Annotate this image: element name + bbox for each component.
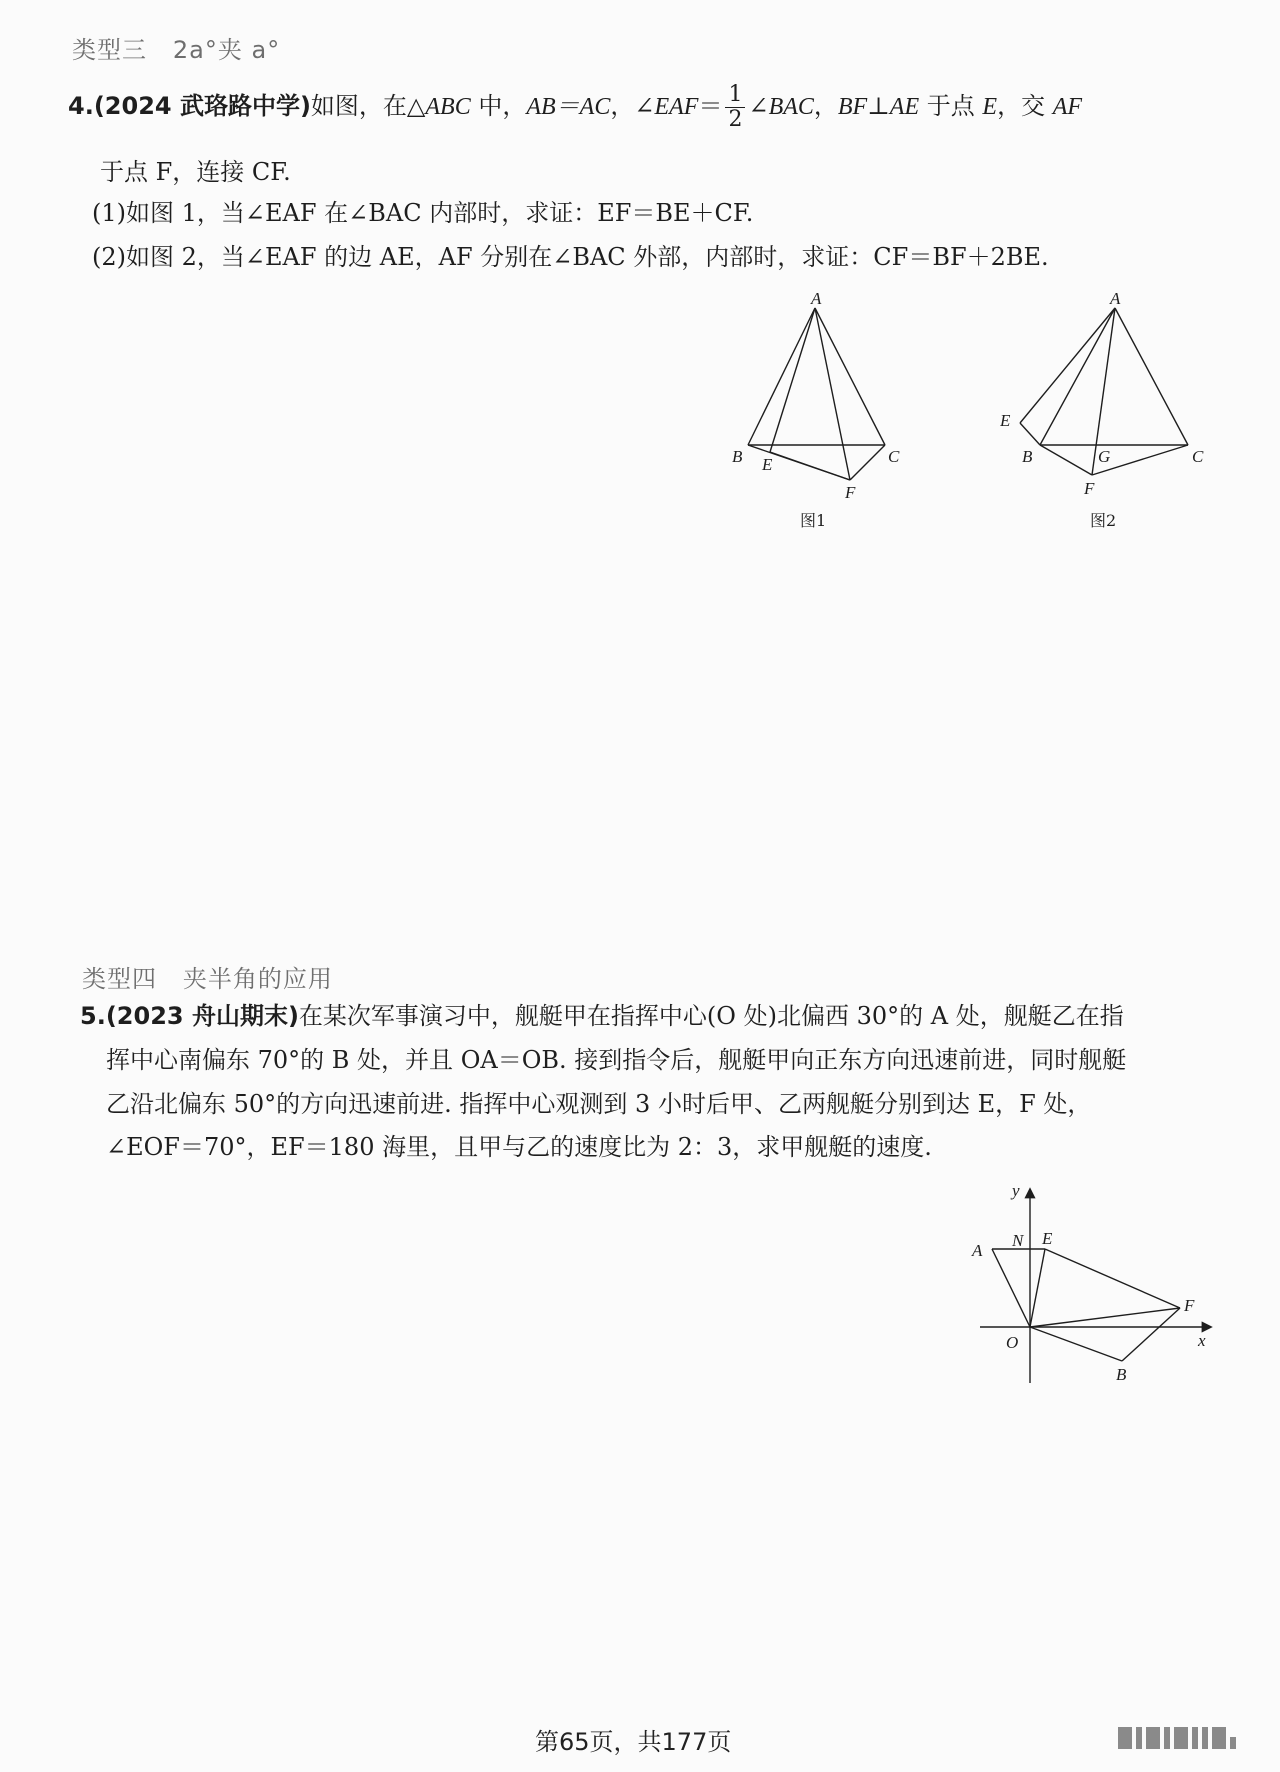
text: ABC [425, 94, 471, 121]
segment-ob [1030, 1327, 1122, 1361]
segment-oe [1030, 1249, 1045, 1327]
figure-1 [720, 290, 920, 530]
text: 中， [470, 92, 527, 121]
label-g: G [1098, 447, 1111, 466]
problem-4-number: 4. [68, 92, 94, 121]
watermark-bars [1118, 1727, 1240, 1751]
label-f: F [1184, 1296, 1195, 1315]
segment-eb [1020, 423, 1040, 445]
problem-5-line-4: ∠EOF＝70°，EF＝180 海里，且甲与乙的速度比为 2：3，求甲舰艇的速度. [106, 1133, 932, 1161]
segment-ef [1045, 1249, 1180, 1308]
segment-ab [1040, 308, 1115, 445]
problem-5-number: 5. [80, 1002, 106, 1030]
fraction-one-half [725, 83, 745, 132]
problem-4-part-1: (1)如图 1，当∠EAF 在∠BAC 内部时，求证：EF＝BE＋CF. [92, 199, 754, 227]
text: 于点 [919, 92, 983, 121]
label-b: B [1116, 1365, 1127, 1384]
label-o: O [1006, 1333, 1019, 1352]
label-y: y [1012, 1181, 1020, 1200]
page-number-text: 第65页，共177页 [535, 1728, 732, 1756]
problem-5-line-1 [80, 1002, 1124, 1031]
segment-ae [1020, 308, 1115, 423]
text: 如图，在△ [310, 92, 426, 121]
bar [1202, 1727, 1208, 1749]
problem-5-text-1: 在某次军事演习中，舰艇甲在指挥中心(O 处)北偏西 30°的 A 处，舰艇乙在指 [298, 1002, 1124, 1030]
section-title-type4: 类型四 夹半角的应用 [82, 965, 333, 993]
fraction-denominator: 2 [728, 107, 743, 133]
text: BF [837, 94, 868, 121]
text: ，交 [997, 92, 1053, 121]
label-n: N [1012, 1231, 1024, 1250]
text: AB＝AC [526, 94, 611, 121]
segment-of [1030, 1308, 1180, 1327]
problem-5-line-2: 挥中心南偏东 70°的 B 处，并且 OA＝OB. 接到指令后，舰艇甲向正东方向迅速前进，同时舰艇 [106, 1046, 1127, 1074]
segment-ae [770, 308, 815, 452]
bar [1118, 1727, 1132, 1749]
fraction-numerator: 1 [725, 83, 745, 108]
problem-5-line-3: 乙沿北偏东 50°的方向迅速前进. 指挥中心观测到 3 小时后甲、乙两舰艇分别到达 E，F 处， [106, 1090, 1092, 1118]
problem-4-line-2: 于点 F，连接 CF. [100, 158, 291, 186]
label-x: x [1198, 1331, 1206, 1350]
problem-4-line-1 [68, 83, 1082, 132]
segment-ab [748, 308, 815, 445]
segment-bf [1122, 1308, 1180, 1361]
segment-af [815, 308, 850, 480]
label-e: E [1042, 1229, 1053, 1248]
bar [1146, 1727, 1160, 1749]
problem-4-part-2: (2)如图 2，当∠EAF 的边 AE，AF 分别在∠BAC 外部，内部时，求证：CF＝BF＋2BE. [92, 243, 1049, 271]
segment-ac [815, 308, 885, 445]
text: ， [813, 92, 838, 121]
segment-cf [850, 445, 885, 480]
label-c: C [888, 447, 900, 466]
text: ，∠ [610, 92, 655, 121]
text: ∠ [748, 92, 769, 121]
label-c: C [1192, 447, 1204, 466]
text: AF [1052, 94, 1083, 121]
text: ⊥ [867, 92, 890, 121]
bar [1230, 1737, 1236, 1749]
figure-3 [970, 1178, 1220, 1398]
figure-1-caption: 图1 [800, 511, 827, 530]
segment-ao [992, 1249, 1030, 1327]
figure-2-caption: 图2 [1090, 511, 1117, 530]
bar [1136, 1727, 1142, 1749]
text: AE [889, 94, 920, 121]
label-a: A [811, 290, 822, 308]
label-b: B [1022, 447, 1033, 466]
label-b: B [732, 447, 743, 466]
label-f: F [1084, 479, 1095, 498]
segment-bf [1040, 445, 1092, 475]
figure-2 [1000, 290, 1220, 530]
segment-ef [770, 452, 850, 480]
bar [1192, 1727, 1198, 1749]
problem-4-source: (2024 武珞路中学) [93, 92, 311, 121]
label-e: E [1000, 411, 1011, 430]
label-e: E [762, 455, 773, 474]
problem-5-source: (2023 舟山期末) [105, 1002, 299, 1030]
text: EAF [654, 94, 699, 121]
bar [1164, 1727, 1170, 1749]
label-a: A [1110, 290, 1121, 308]
text: ＝ [698, 92, 723, 121]
bar [1212, 1727, 1226, 1749]
section-title-type3: 类型三 2a°夹 a° [72, 36, 281, 64]
segment-ac [1115, 308, 1188, 445]
text: BAC [768, 94, 814, 121]
label-a: A [972, 1241, 983, 1260]
bar [1174, 1727, 1188, 1749]
text: E [982, 94, 998, 121]
label-f: F [845, 483, 856, 502]
